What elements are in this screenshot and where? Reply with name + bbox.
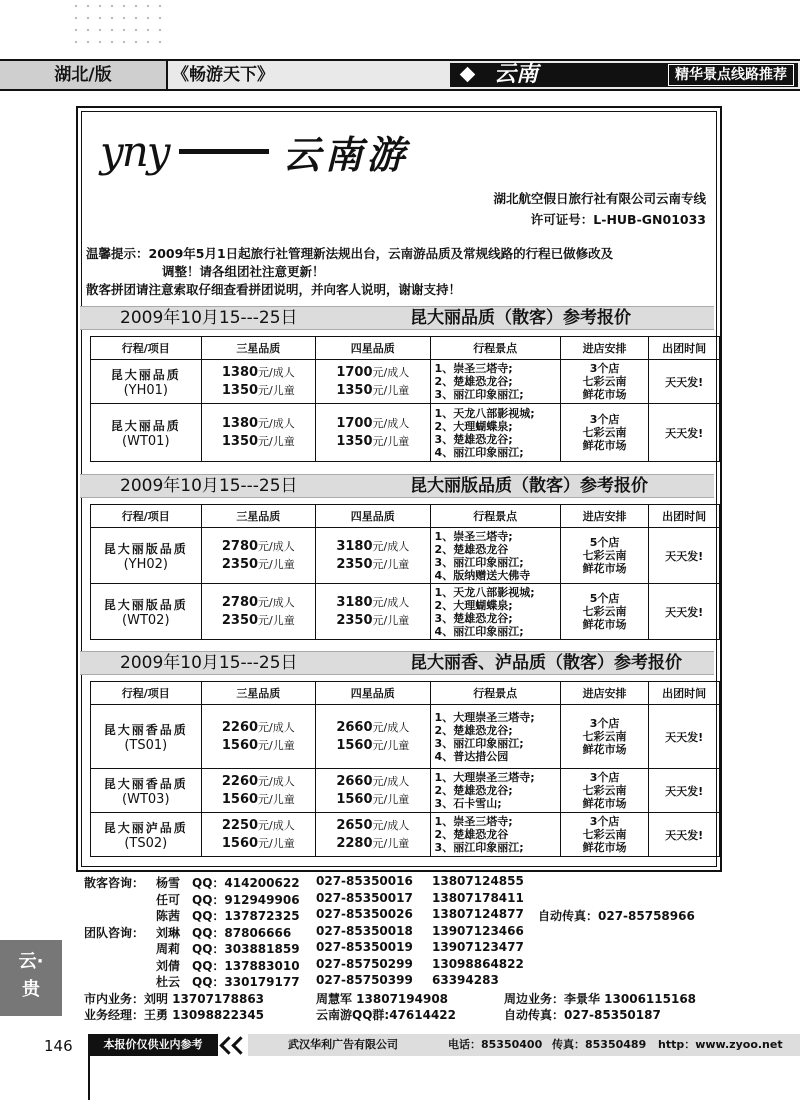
contact-row: 陈茜 QQ：137872325 027-85350026 13807124877 自动传真：027-85758966 bbox=[156, 907, 695, 923]
route-tagline: 精华景点线路推荐 bbox=[668, 64, 794, 86]
column-header: 行程/项目 bbox=[91, 505, 202, 528]
price-4star: 1700元/成人 1350元/儿童 bbox=[316, 404, 430, 462]
table-row bbox=[91, 705, 720, 769]
price-3star: 2250元/成人 1560元/儿童 bbox=[201, 813, 315, 857]
route-name: 昆大丽品质 (WT01) bbox=[91, 404, 202, 462]
side-tab: 云· 贵 bbox=[0, 940, 62, 1016]
departure-time: 天天发! bbox=[649, 705, 720, 769]
table-row bbox=[91, 584, 720, 640]
price-table bbox=[90, 504, 720, 640]
price-3star: 1380元/成人 1350元/儿童 bbox=[201, 360, 315, 404]
diamond-icon bbox=[460, 67, 476, 83]
logo-chinese: 云南游 bbox=[282, 131, 409, 177]
section-date: 2009年10月15---25日 bbox=[120, 653, 298, 673]
logo-latin: yny bbox=[100, 126, 169, 176]
price-table bbox=[90, 336, 720, 462]
table-row bbox=[91, 404, 720, 462]
table-row bbox=[91, 360, 720, 404]
departure-time: 天天发! bbox=[649, 360, 720, 404]
column-header: 三星品质 bbox=[201, 505, 315, 528]
itinerary-spots: 1、崇圣三塔寺; 2、楚雄恐龙谷; 3、丽江印象丽江; bbox=[430, 360, 560, 404]
shop-arrangement: 3个店 七彩云南 鲜花市场 bbox=[560, 769, 648, 813]
page-number: 146 bbox=[44, 1037, 73, 1055]
table-row bbox=[91, 769, 720, 813]
price-3star: 1380元/成人 1350元/儿童 bbox=[201, 404, 315, 462]
table-header bbox=[91, 682, 720, 705]
footer-tel: 电话：85350400 bbox=[448, 1038, 543, 1051]
route-name: 昆大丽品质 (YH01) bbox=[91, 360, 202, 404]
departure-time: 天天发! bbox=[649, 769, 720, 813]
route-name: 昆大丽香品质 (TS01) bbox=[91, 705, 202, 769]
departure-time: 天天发! bbox=[649, 813, 720, 857]
page-header bbox=[0, 59, 800, 91]
itinerary-spots: 1、天龙八部影视城; 2、大理蝴蝶泉; 3、楚雄恐龙谷; 4、丽江印象丽江; bbox=[430, 404, 560, 462]
table-header bbox=[91, 337, 720, 360]
decorative-dots bbox=[70, 0, 170, 50]
contact-row: 周莉 QQ：303881859 027-85350019 13907123477 bbox=[156, 940, 524, 956]
column-header: 行程景点 bbox=[430, 337, 560, 360]
column-header: 四星品质 bbox=[316, 682, 430, 705]
price-4star: 3180元/成人 2350元/儿童 bbox=[316, 528, 430, 584]
footer-fax: 传真：85350489 bbox=[552, 1038, 647, 1051]
itinerary-spots: 1、崇圣三塔寺; 2、楚雄恐龙谷 3、丽江印象丽江; bbox=[430, 813, 560, 857]
itinerary-spots: 1、大理崇圣三塔寺; 2、楚雄恐龙谷; 3、石卡雪山; bbox=[430, 769, 560, 813]
magazine-title: 《畅游天下》 bbox=[172, 65, 274, 85]
footer bbox=[88, 1034, 800, 1056]
chevron-left-icon bbox=[231, 1036, 249, 1054]
column-header: 进店安排 bbox=[560, 505, 648, 528]
column-header: 出团时间 bbox=[649, 505, 720, 528]
itinerary-spots: 1、崇圣三塔寺; 2、楚雄恐龙谷 3、丽江印象丽江; 4、版纳赠送大佛寺 bbox=[430, 528, 560, 584]
price-sheet bbox=[76, 106, 722, 872]
column-header: 四星品质 bbox=[316, 337, 430, 360]
shop-arrangement: 3个店 七彩云南 鲜花市场 bbox=[560, 705, 648, 769]
price-4star: 1700元/成人 1350元/儿童 bbox=[316, 360, 430, 404]
section-title: 昆大丽品质（散客）参考报价 bbox=[410, 308, 631, 328]
section-date: 2009年10月15---25日 bbox=[120, 308, 298, 328]
footer-company: 武汉华利广告有限公司 bbox=[288, 1038, 398, 1051]
route-name: 昆大丽版品质 (YH02) bbox=[91, 528, 202, 584]
route-name: 昆大丽香品质 (WT03) bbox=[91, 769, 202, 813]
shop-arrangement: 3个店 七彩云南 鲜花市场 bbox=[560, 404, 648, 462]
section-title: 昆大丽版品质（散客）参考报价 bbox=[410, 476, 648, 496]
region-label: 湖北/版 bbox=[0, 61, 168, 89]
route-name: 昆大丽泸品质 (TS02) bbox=[91, 813, 202, 857]
contact-row: 团队咨询： 刘琳 QQ：87806666 027-85350018 13907123466 bbox=[84, 923, 524, 940]
price-4star: 2650元/成人 2280元/儿童 bbox=[316, 813, 430, 857]
contact-row: 任可 QQ：912949906 027-85350017 13807178411 bbox=[156, 890, 524, 907]
contact-row: 市内业务：刘明 13707178863 周慧军 13807194908 周边业务：李景华 13006115168 bbox=[84, 991, 697, 1006]
contact-list bbox=[84, 874, 734, 1023]
footer-url: http：www.zyoo.net bbox=[658, 1038, 783, 1051]
section-date: 2009年10月15---25日 bbox=[120, 476, 298, 496]
price-table bbox=[90, 681, 720, 857]
contact-row: 散客咨询： 杨雪 QQ：414200622 027-85350016 13807124855 bbox=[84, 874, 524, 890]
shop-arrangement: 5个店 七彩云南 鲜花市场 bbox=[560, 528, 648, 584]
price-4star: 2660元/成人 1560元/儿童 bbox=[316, 705, 430, 769]
route-name: 昆大丽版品质 (WT02) bbox=[91, 584, 202, 640]
price-3star: 2260元/成人 1560元/儿童 bbox=[201, 769, 315, 813]
price-3star: 2780元/成人 2350元/儿童 bbox=[201, 528, 315, 584]
itinerary-spots: 1、天龙八部影视城; 2、大理蝴蝶泉; 3、楚雄恐龙谷; 4、丽江印象丽江; bbox=[430, 584, 560, 640]
column-header: 行程/项目 bbox=[91, 337, 202, 360]
shop-arrangement: 3个店 七彩云南 鲜花市场 bbox=[560, 360, 648, 404]
contact-row: 业务经理：王勇 13098822345 云南游QQ群:47614422 自动传真：027-85350187 bbox=[84, 1008, 661, 1022]
column-header: 行程景点 bbox=[430, 505, 560, 528]
header-banner bbox=[450, 63, 798, 87]
brand-logo bbox=[100, 126, 409, 176]
contact-row: 杜云 QQ：330179177 027-85750399 63394283 bbox=[156, 973, 499, 989]
column-header: 三星品质 bbox=[201, 337, 315, 360]
shop-arrangement: 3个店 七彩云南 鲜花市场 bbox=[560, 813, 648, 857]
column-header: 行程景点 bbox=[430, 682, 560, 705]
section-header bbox=[80, 306, 714, 330]
section-header bbox=[80, 651, 714, 675]
table-row bbox=[91, 528, 720, 584]
departure-time: 天天发! bbox=[649, 584, 720, 640]
column-header: 行程/项目 bbox=[91, 682, 202, 705]
destination-title: 云南 bbox=[494, 61, 539, 87]
column-header: 进店安排 bbox=[560, 682, 648, 705]
departure-time: 天天发! bbox=[649, 528, 720, 584]
footer-note: 本报价仅供业内参考 bbox=[88, 1034, 218, 1056]
section-title: 昆大丽香、泸品质（散客）参考报价 bbox=[410, 653, 682, 673]
agency-name: 湖北航空假日旅行社有限公司云南专线 bbox=[493, 191, 706, 206]
agency-info bbox=[493, 188, 706, 230]
departure-time: 天天发! bbox=[649, 404, 720, 462]
table-row bbox=[91, 813, 720, 857]
itinerary-spots: 1、大理崇圣三塔寺; 2、楚雄恐龙谷; 3、丽江印象丽江; 4、普达措公园 bbox=[430, 705, 560, 769]
column-header: 三星品质 bbox=[201, 682, 315, 705]
price-3star: 2260元/成人 1560元/儿童 bbox=[201, 705, 315, 769]
notice: 温馨提示：2009年5月1日起旅行社管理新法规出台，云南游品质及常规线路的行程已做修改及 调整！请各组团社注意更新！ 散客拼团请注意索取仔细查看拼团说明，并向客人说明，谢谢支持！ bbox=[86, 246, 614, 297]
price-4star: 3180元/成人 2350元/儿童 bbox=[316, 584, 430, 640]
price-4star: 2660元/成人 1560元/儿童 bbox=[316, 769, 430, 813]
column-header: 出团时间 bbox=[649, 682, 720, 705]
column-header: 四星品质 bbox=[316, 505, 430, 528]
shop-arrangement: 5个店 七彩云南 鲜花市场 bbox=[560, 584, 648, 640]
price-3star: 2780元/成人 2350元/儿童 bbox=[201, 584, 315, 640]
section-header bbox=[80, 474, 714, 498]
table-header bbox=[91, 505, 720, 528]
column-header: 进店安排 bbox=[560, 337, 648, 360]
contact-row: 刘倩 QQ：137883010 027-85750299 13098864822 bbox=[156, 956, 524, 973]
column-header: 出团时间 bbox=[649, 337, 720, 360]
license-number: 许可证号：L-HUB-GN01033 bbox=[530, 212, 706, 227]
